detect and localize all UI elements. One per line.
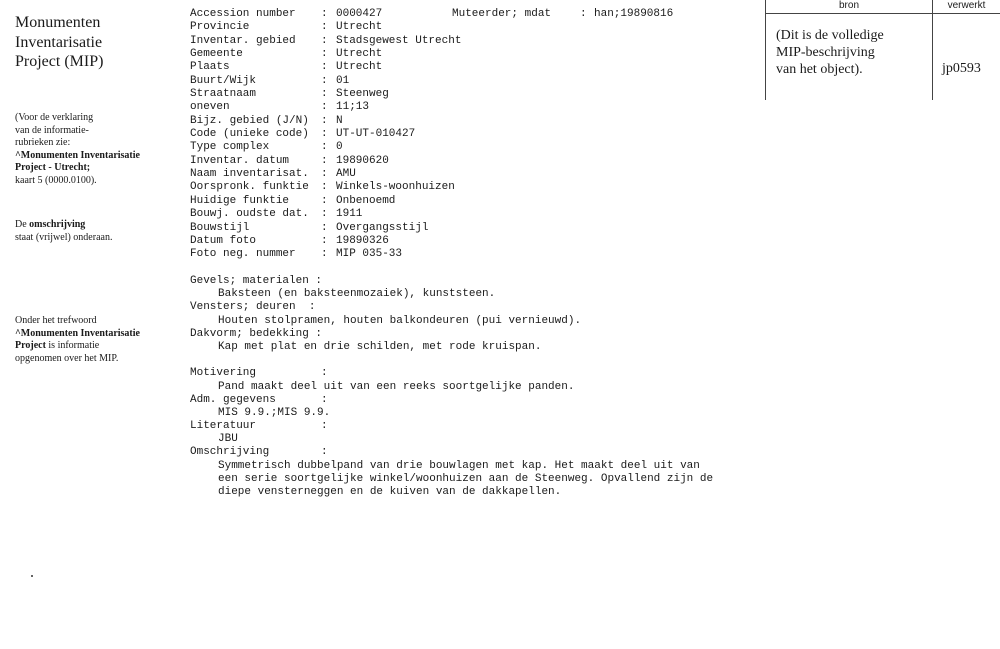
header-bron: bron [838, 0, 859, 11]
processed-code: jp0593 [942, 61, 981, 76]
field-label: Huidige funktie [190, 194, 290, 207]
column-divider [932, 0, 933, 100]
field-value: Stadsgewest Utrecht [336, 34, 462, 47]
field-value: 1911 [336, 208, 363, 221]
field-value: Onbenoemd [336, 194, 396, 207]
source-table-header [766, 0, 1000, 14]
field-label: Gemeente [190, 48, 243, 61]
field-label: Code (unieke code) [190, 128, 309, 141]
field-value: MIP 035-33 [336, 248, 403, 261]
field-label: Buurt/Wijk [190, 74, 257, 87]
legend-reference-cont[interactable]: Project - Utrecht; [15, 162, 91, 174]
source-table [765, 0, 1000, 100]
field-value: 11;13 [336, 101, 370, 114]
field-label: Bouwstijl [190, 221, 250, 234]
omschrijving-line: Symmetrisch dubbelpand van drie bouwlagen met kap. Het maakt deel uit van [218, 459, 700, 472]
adm-value: MIS 9.9.;MIS 9.9. [218, 406, 331, 419]
source-description [776, 27, 884, 78]
field-label: Provincie [190, 21, 250, 34]
desc-line: MIP-beschrijving [776, 45, 875, 60]
note-line: staat (vrijwel) onderaan. [15, 231, 113, 243]
field-value: 01 [336, 74, 350, 87]
note-line: rubrieken zie: [15, 137, 71, 149]
desc-line: (Dit is de volledige [776, 28, 884, 43]
keyword-reference[interactable]: ^Monumenten Inventarisatie [15, 327, 140, 339]
note-line: (Voor de verklaring [15, 112, 94, 123]
omschrijving-line: diepe vensterneggen en de kuiven van de dakkapellen. [218, 486, 562, 498]
field-label: Foto neg. nummer [190, 248, 296, 261]
field-label: Type complex [190, 141, 270, 154]
field-label: Datum foto [190, 234, 257, 247]
description-note [15, 219, 185, 244]
field-value: 19890326 [336, 234, 389, 247]
legend-note [15, 112, 185, 188]
gevels-value: Baksteen (en baksteenmozaiek), kunststeen. [218, 288, 496, 301]
field-label: Inventar. gebied [190, 34, 296, 47]
field-value: Utrecht [336, 61, 383, 74]
literatuur-value: JBU [218, 433, 238, 446]
field-label: Straatnaam [190, 88, 257, 101]
field-value: 19890620 [336, 154, 389, 167]
vensters-label: Vensters; deuren : [190, 301, 316, 314]
stray-dot [31, 575, 33, 577]
title-line: Project (MIP) [15, 53, 104, 70]
vensters-value: Houten stolpramen, houten balkondeuren (pui vernieuwd). [218, 314, 582, 327]
omschrijving-line: een serie soortgelijke winkel/woonhuizen aan de Steenweg. Opvallend zijn de [218, 472, 714, 485]
field-value: N [336, 114, 343, 127]
field-value: Winkels-woonhuizen [336, 181, 455, 194]
adm-label: Adm. gegevens : [190, 393, 328, 406]
field-value: Overgangsstijl [336, 221, 429, 234]
dakvorm-value: Kap met plat en drie schilden, met rode kruispan. [218, 340, 542, 353]
header-verwerkt: verwerkt [947, 0, 986, 11]
title-line: Inventarisatie [15, 33, 103, 51]
note-line: Project is informatie [15, 340, 100, 352]
mutator-label: Muteerder; mdat [452, 8, 552, 20]
field-label: oneven [190, 101, 230, 114]
dakvorm-label: Dakvorm; bedekking : [190, 327, 323, 340]
field-label: Naam inventarisat. [190, 168, 309, 181]
note-line: opgenomen over het MIP. [15, 352, 119, 364]
omschrijving-label: Omschrijving : [190, 446, 328, 459]
literatuur-label: Literatuur : [190, 420, 328, 433]
field-value: 0 [336, 141, 343, 154]
note-line: kaart 5 (0000.0100). [15, 174, 97, 186]
record-sections [190, 275, 713, 499]
gevels-label: Gevels; materialen : [190, 275, 323, 287]
field-label: Plaats [190, 61, 230, 74]
desc-line: van het object). [776, 62, 863, 77]
motivering-value: Pand maakt deel uit van een reeks soortgelijke panden. [218, 380, 575, 393]
mutator-value: han;19890816 [594, 8, 674, 20]
field-label: Inventar. datum [190, 154, 290, 167]
title-line: Monumenten [15, 14, 101, 31]
field-value: 0000427 [336, 8, 383, 20]
collection-title [15, 13, 175, 72]
note-line: Onder het trefwoord [15, 315, 97, 326]
field-value: Steenweg [336, 88, 389, 101]
legend-reference[interactable]: ^Monumenten Inventarisatie [15, 149, 140, 161]
field-label: Accession number [190, 8, 296, 20]
field-value: Utrecht [336, 48, 383, 61]
field-value: Utrecht [336, 21, 383, 34]
motivering-label: Motivering : [190, 367, 328, 380]
field-label: Bouwj. oudste dat. [190, 208, 309, 221]
field-label: Oorspronk. funktie [190, 181, 309, 194]
field-value: AMU [336, 168, 356, 181]
field-label: Bijz. gebied (J/N) [190, 114, 309, 127]
note-line: van de informatie- [15, 124, 89, 136]
note-line: De omschrijving [15, 219, 86, 230]
keyword-note [15, 315, 185, 365]
field-value: UT-UT-010427 [336, 128, 416, 141]
